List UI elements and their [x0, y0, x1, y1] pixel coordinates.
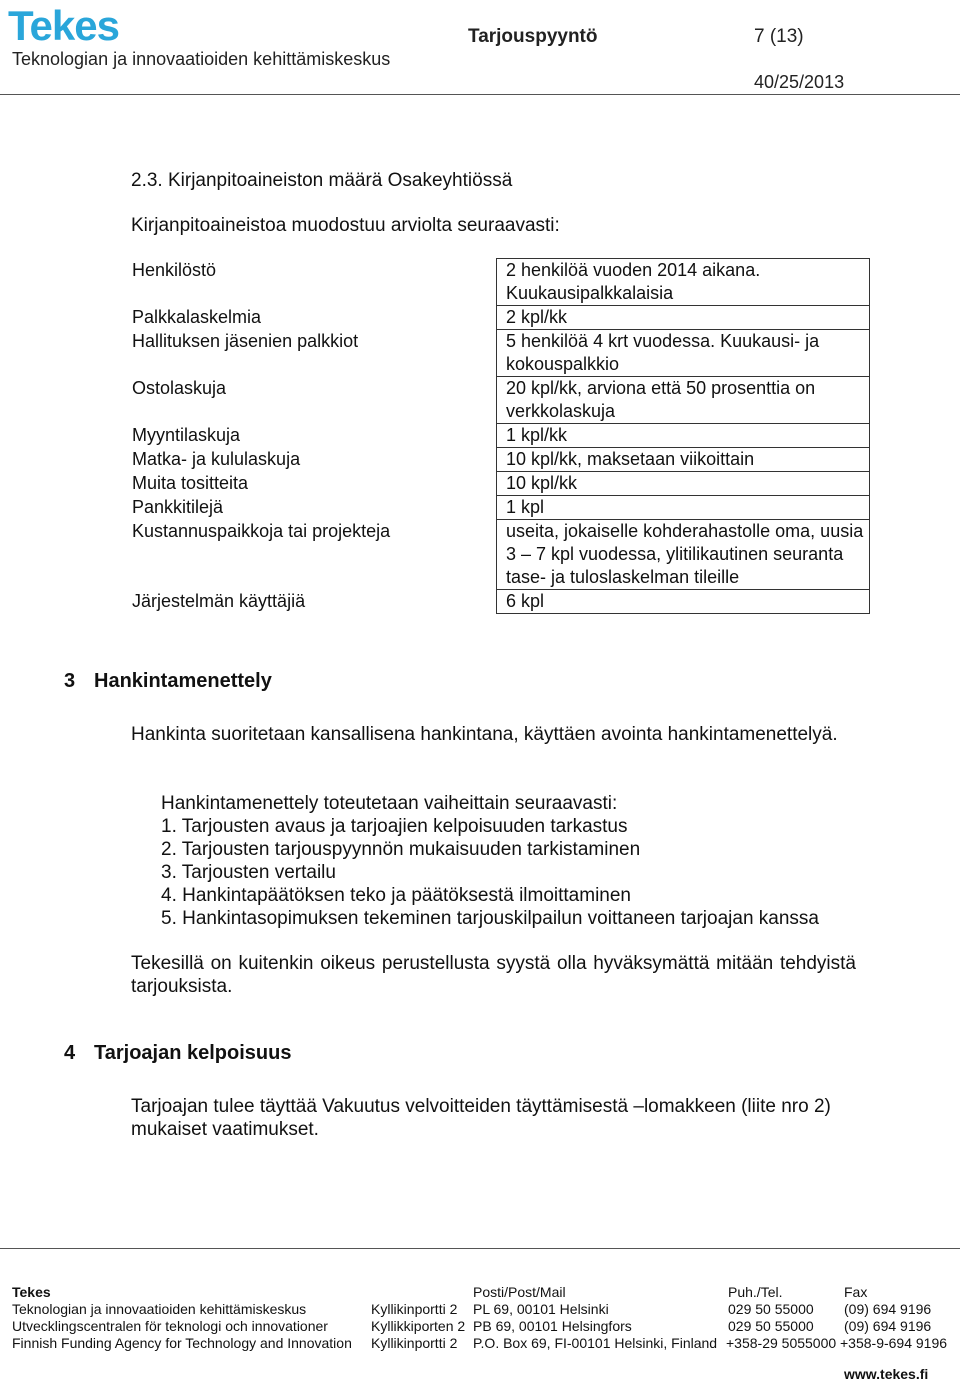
footer-col-tel: Puh./Tel.	[728, 1284, 783, 1300]
page-number: 7 (13)	[754, 26, 804, 47]
row-value: 6 kpl	[497, 590, 870, 614]
row-label: Henkilöstö	[132, 259, 217, 280]
section-3-paragraph-2: Tekesillä on kuitenkin oikeus perustellusta syystä olla hyväksymättä mitään tehdyistä tarjouksista.	[131, 953, 856, 997]
list-item: 3. Tarjousten vertailu	[161, 862, 336, 883]
section-4-paragraph: Tarjoajan tulee täyttää Vakuutus velvoitteiden täyttämisestä –lomakkeen (liite nro 2) mukaiset vaatimukset.	[131, 1096, 831, 1140]
footer-tel-en: +358-29 5055000	[726, 1335, 837, 1351]
table-row	[128, 259, 870, 306]
row-value: 5 henkilöä 4 krt vuodessa. Kuukausi- ja kokouspalkkio	[497, 330, 870, 377]
footer-fax-fi: (09) 694 9196	[844, 1301, 932, 1317]
footer-col-fax: Fax	[844, 1284, 868, 1300]
footer-tel-sv: 029 50 55000	[728, 1318, 814, 1334]
section-2-3-heading: 2.3. Kirjanpitoaineiston määrä Osakeyhtiössä	[131, 170, 513, 191]
row-label: Järjestelmän käyttäjiä	[132, 590, 306, 611]
table-row	[128, 306, 870, 330]
section-3-title: Hankintamenettely	[94, 670, 272, 692]
section-4-title: Tarjoajan kelpoisuus	[94, 1042, 292, 1064]
header-org-name: Teknologian ja innovaatioiden kehittämiskeskus	[12, 49, 391, 69]
table-row	[128, 448, 870, 472]
row-label: Pankkitilejä	[132, 496, 224, 517]
list-item: 4. Hankintapäätöksen teko ja päätöksestä ilmoittaminen	[161, 885, 631, 906]
table-row	[128, 377, 870, 424]
row-value: 1 kpl/kk	[497, 424, 870, 448]
row-value: useita, jokaiselle kohderahastolle oma, uusia 3 – 7 kpl vuodessa, ylitilikautinen seuranta tase- ja tuloslaskelman tileille	[497, 520, 870, 590]
row-label: Muita tositteita	[132, 472, 249, 493]
table-row	[128, 472, 870, 496]
footer-street-en: Kyllikinportti 2	[371, 1335, 458, 1351]
document-date: 40/25/2013	[754, 72, 845, 92]
footer-brand: Tekes	[12, 1284, 51, 1300]
table-row	[128, 330, 870, 377]
procedure-steps-list	[161, 792, 819, 930]
footer-post-sv: PB 69, 00101 Helsingfors	[473, 1318, 632, 1334]
section-3-heading	[64, 670, 272, 693]
section-3-number: 3	[64, 670, 76, 692]
row-value: 2 kpl/kk	[497, 306, 870, 330]
row-value: 10 kpl/kk, maksetaan viikoittain	[497, 448, 870, 472]
footer-name-en: Finnish Funding Agency for Technology and Innovation	[12, 1335, 352, 1351]
row-label: Ostolaskuja	[132, 377, 227, 398]
footer-col-post: Posti/Post/Mail	[473, 1284, 566, 1300]
section-4-number: 4	[64, 1042, 76, 1064]
footer-name-fi: Teknologian ja innovaatioiden kehittämiskeskus	[12, 1301, 307, 1317]
row-label: Matka- ja kululaskuja	[132, 448, 301, 469]
row-label: Kustannuspaikkoja tai projekteja	[132, 520, 391, 541]
footer-tel-fi: 029 50 55000	[728, 1301, 814, 1317]
row-label: Hallituksen jäsenien palkkiot	[132, 330, 359, 351]
footer-street-fi: Kyllikinportti 2	[371, 1301, 458, 1317]
tekes-logo: Tekes	[8, 2, 119, 49]
footer-fax-en: +358-9-694 9196	[840, 1335, 948, 1351]
table-row	[128, 496, 870, 520]
document-title: Tarjouspyyntö	[468, 26, 598, 47]
footer-post-en: P.O. Box 69, FI-00101 Helsinki, Finland	[473, 1335, 718, 1351]
footer-divider	[0, 1248, 960, 1249]
table-row	[128, 520, 870, 590]
row-value-text: 2 henkilöä vuoden 2014 aikana. Kuukausipalkkalaisia	[506, 260, 761, 303]
bookkeeping-volume-table	[128, 258, 870, 614]
list-item: 2. Tarjousten tarjouspyynnön mukaisuuden tarkistaminen	[161, 839, 641, 860]
footer-fax-sv: (09) 694 9196	[844, 1318, 932, 1334]
row-value: 1 kpl	[497, 496, 870, 520]
list-item: 5. Hankintasopimuksen tekeminen tarjouskilpailun voittaneen tarjoajan kanssa	[161, 908, 819, 929]
footer-name-sv: Utvecklingscentralen för teknologi och innovationer	[12, 1318, 328, 1334]
row-label: Palkkalaskelmia	[132, 306, 262, 327]
row-value	[497, 259, 870, 306]
section-3-paragraph-1: Hankinta suoritetaan kansallisena hankintana, käyttäen avointa hankintamenettelyä.	[131, 724, 838, 745]
table-row	[128, 424, 870, 448]
row-label: Myyntilaskuja	[132, 424, 241, 445]
row-value: 20 kpl/kk, arviona että 50 prosenttia on verkkolaskuja	[497, 377, 870, 424]
footer-website-link[interactable]: www.tekes.fi	[844, 1366, 929, 1382]
steps-intro: Hankintamenettely toteutetaan vaiheittain seuraavasti:	[161, 793, 618, 814]
footer-street-sv: Kyllikkiporten 2	[371, 1318, 466, 1334]
section-4-heading	[64, 1042, 291, 1065]
section-2-3-intro: Kirjanpitoaineistoa muodostuu arviolta seuraavasti:	[131, 215, 560, 236]
table-row	[128, 590, 870, 614]
list-item: 1. Tarjousten avaus ja tarjoajien kelpoisuuden tarkastus	[161, 816, 628, 837]
header-divider	[0, 94, 960, 95]
row-value: 10 kpl/kk	[497, 472, 870, 496]
footer-post-fi: PL 69, 00101 Helsinki	[473, 1301, 609, 1317]
